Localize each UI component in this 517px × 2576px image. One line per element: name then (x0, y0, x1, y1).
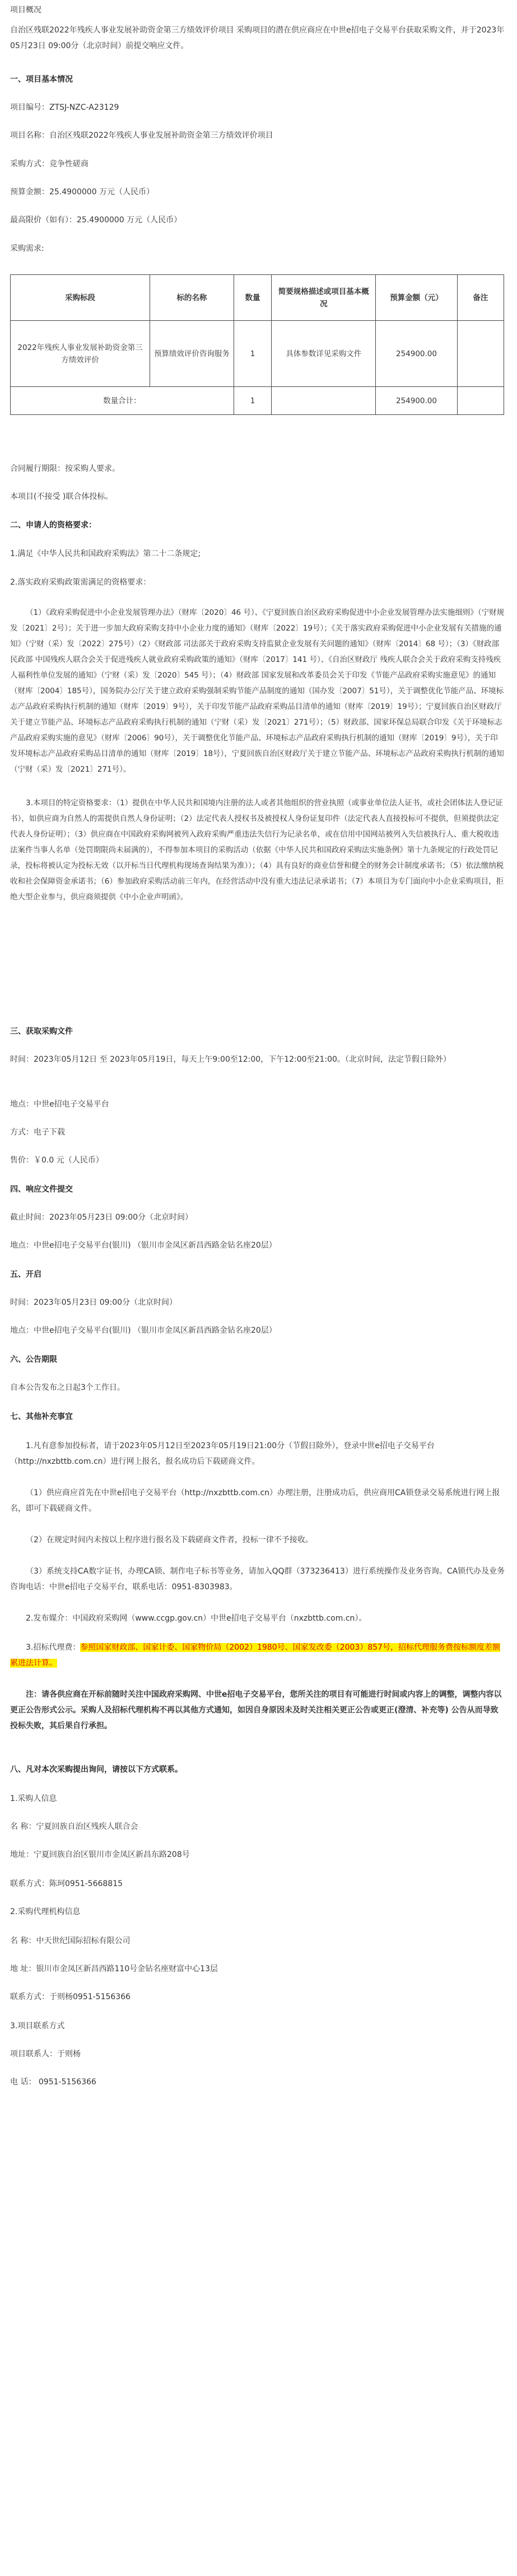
project-contact-heading: 3.项目联系方式 (10, 2022, 65, 2031)
cell-lot: 2022年残疾人事业发展补助资金第三方绩效评价 (11, 321, 150, 387)
procurement-method: 采购方式：竞争性磋商 (10, 160, 89, 169)
purchaser-contact: 联系方式：陈珂0951-5668815 (10, 1879, 123, 1888)
open-time: 时间：2023年05月23日 09:00分（北京时间） (10, 1298, 178, 1307)
obtain-way: 方式：电子下载 (10, 1128, 65, 1137)
notice-period: 自本公告发布之日起3个工作日。 (10, 1383, 125, 1392)
agency-fee-label: 3.招标代理费： (26, 1643, 81, 1652)
th-item: 标的名称 (150, 275, 234, 321)
supplement-1c: （3）系统支持CA数字证书，办理CA锁、制作电子标书等业务，请加入QQ群（373236413）进行系统操作及业务咨询。CA锁代办及业务咨询电话：中世e招电子交易平台，联系电话：0951-8303983。 (10, 1567, 505, 1592)
total-label: 数量合计： (11, 387, 234, 415)
project-contact-phone: 电 话： 0951-5156366 (10, 2078, 96, 2087)
section-6-title: 六、公告期限 (10, 1355, 57, 1364)
cell-spec: 具体参数详见采购文件 (272, 321, 376, 387)
total-amount: 254900.00 (376, 387, 457, 415)
cell-budget: 254900.00 (376, 321, 457, 387)
obtain-time: 时间：2023年05月12日 至 2023年05月19日，每天上午9:00至12:00，下午12:00至21:00。（北京时间，法定节假日除外） (10, 1055, 451, 1064)
th-lot: 采购标段 (11, 275, 150, 321)
submit-deadline: 截止时间：2023年05月23日 09:00分（北京时间） (10, 1213, 193, 1222)
project-contact-person: 项目联系人：于则杨 (10, 2050, 81, 2059)
agency-address: 地 址：银川市金凤区新昌西路110号金钻名座财富中心13层 (10, 1964, 218, 1973)
total-remark-empty (457, 387, 504, 415)
section-5-title: 五、开启 (10, 1270, 41, 1279)
obtain-price: 售价：￥0.0 元（人民币） (10, 1156, 104, 1165)
qualification-3: 3.本项目的特定资格要求：（1）提供在中华人民共和国境内注册的法人或者其他组织的营业执照（或事业单位法人证书，或社会团体法人登记证书），如供应商为自然人的需提供自然人身份证明；（2）法定代表人授权书及被授权人身份证复印件（法定代表人直接投标可不提供，但须提供法定代表人身份证明）；（3）供应商在中国政府采购网被列入政府采购严重违法失信行为记录名单，或在信用中国网站被列入失信被执行人、重大税收违法案件当事人名单（处罚期限尚未届满的），不得参加本项目的采购活动（依据《中华人民共和国政府采购法实施条例》第十九条规定的行政处罚记录，投标将被认定为投标无效（以开标当日代理机构现场查询结果为准））；（4）具有良好的商业信誉和健全的财务会计制度承诺书；（5）依法缴纳税收和社会保障资金承诺书；（6）参加政府采购活动前三年内，在经营活动中没有重大违法记录承诺书；（7）本项目为专门面向中小企业采购项目，拒绝大型企业参与，供应商须提供《中小企业声明函》。 (10, 799, 504, 902)
project-name: 项目名称：自治区残联2022年残疾人事业发展补助资金第三方绩效评价项目 (10, 131, 273, 140)
th-spec: 简要规格描述或项目基本概况 (272, 275, 376, 321)
agency-heading: 2.采购代理机构信息 (10, 1907, 81, 1916)
qualification-1: 1.满足《中华人民共和国政府采购法》第二十二条规定; (10, 549, 201, 558)
section-1-title: 一、项目基本情况 (10, 75, 73, 84)
section-8-title: 八、凡对本次采购提出询问，请按以下方式联系。 (10, 1765, 183, 1774)
section-7-title: 七、其他补充事宜 (10, 1412, 73, 1421)
consortium-note: 本项目(不接受 )联合体投标。 (10, 492, 113, 501)
needs-label: 采购需求: (10, 244, 44, 253)
total-qty: 1 (234, 387, 271, 415)
max-price: 最高限价（如有）：25.4900000 万元（人民币） (10, 216, 182, 225)
submit-place: 地点：中世e招电子交易平台(银川) （银川市金凤区新昌西路金钻名座20层） (10, 1241, 277, 1250)
cell-remark (457, 321, 504, 387)
supplement-3 (10, 1640, 505, 1671)
budget-amount: 预算金额：25.4900000 万元（人民币） (10, 188, 155, 197)
adjustment-notice: 注：请各供应商在开标前随时关注中国政府采购网、中世e招电子交易平台，您所关注的项目有可能进行时间或内容上的调整，调整内容以更正公告形式公示。采购人及招标代理机构不再以其他方式通知，如因自身原因未及时关注相关更正公告或更正(澄清、补充等) 公告从而导致投标失败，其后果自行承担。 (10, 1690, 502, 1730)
section-4-title: 四、响应文件提交 (10, 1185, 73, 1194)
cell-item: 预算绩效评价咨询服务 (150, 321, 234, 387)
overview-text: 自治区残联2022年残疾人事业发展补助资金第三方绩效评价项目 采购项目的潜在供应商应在中世e招电子交易平台获取采购文件，并于2023年05月23日 09:00分（北京时间）前提交响应文件。 (10, 26, 505, 50)
table-header-row (11, 275, 504, 321)
agency-fee-highlight: 参照国家财政部、国家计委、国家物价局（2002）1980号、国家发改委（2003）857号，招标代理服务费按标额度差额累进法计算。 (10, 1643, 500, 1668)
section-2-title: 二、申请人的资格要求： (10, 521, 96, 530)
th-budget: 预算金额（元） (376, 275, 457, 321)
purchaser-address: 地址：宁夏回族自治区银川市金凤区新昌东路208号 (10, 1850, 190, 1859)
purchaser-heading: 1.采购人信息 (10, 1794, 57, 1803)
contract-time: 合同履行期限：按采购人要求。 (10, 464, 120, 473)
th-remark: 备注 (457, 275, 504, 321)
obtain-place: 地点：中世e招电子交易平台 (10, 1100, 109, 1109)
supplement-1a: （1）供应商应首先在中世e招电子交易平台（http://nxzbttb.com.cn）办理注册，注册成功后，供应商用CA锁登录交易系统进行网上报名，即可下载磋商文件。 (10, 1488, 500, 1513)
total-spec-empty (272, 387, 376, 415)
table-row (11, 321, 504, 387)
procurement-table (10, 274, 504, 415)
open-place: 地点：中世e招电子交易平台(银川) （银川市金凤区新昌西路金钻名座20层） (10, 1326, 277, 1335)
overview-label: 项目概况 (10, 6, 41, 15)
supplement-1: 1.凡有意参加投标者，请于2023年05月12日至2023年05月19日21:00分（节假日除外），登录中世e招电子交易平台（http://nxzbttb.com.cn）进行网上报名，报名成功后下载磋商文件。 (10, 1441, 435, 1466)
qualification-2: 2.落实政府采购政策需满足的资格要求： (10, 578, 151, 587)
qualification-2-body: （1）《政府采购促进中小企业发展管理办法》（财库〔2020〕46 号）、《宁夏回族自治区政府采购促进中小企业发展管理办法实施细则》（宁财规发〔2021〕2号）；关于进一步加大政府采购支持中小企业力度的通知》（财库〔2022〕19号）；《关于落实政府采购促进中小企业发展有关措施的通知》（宁财（采）发〔2022〕275号）（2）《财政部 司法部关于政府采购支持监狱企业发展有关问题的通知》（财库〔2014〕68 号）；（3）《财政部 民政部 中国残疾人联合会关于促进残疾人就业政府采购政策的通知》（财库〔2017〕141 号）、《自治区财政厅 残疾人联合会关于政府采购支持残疾人福利性单位发展的通知》（宁财（采）发〔2020〕545 号）；（4）财政部 国家发展和改革委员会关于印发《节能产品政府采购实施意见》的通知（财库〔2004〕185号），国务院办公厅关于建立政府采购强制采购节能产品制度的通知（国办发〔2007〕51号），关于调整优化节能产品、环境标志产品政府采购执行机制的通知（财库〔2019〕9号），关于印发节能产品政府采购品目清单的通知（财库〔2019〕19号）；宁夏回族自治区财政厅关于建立节能产品、环境标志产品政府采购执行机制的通知（宁财（采）发〔2021〕271号）；（5）财政部、国家环保总局联合印发《关于环境标志产品政府采购实施的意见》（财库〔2006〕90号），关于调整优化节能产品、环境标志产品政府采购执行机制的通知（财库〔2019〕9号），关于印发环境标志产品政府采购品目清单的通知（财库〔2019〕18号），宁夏回族自治区财政厅关于建立节能产品、环境标志产品政府采购执行机制的通知（宁财（采）发〔2021〕271号）。 (10, 608, 505, 774)
project-number: 项目编号：ZTSJ-NZC-A23129 (10, 103, 119, 112)
agency-name: 名 称：中天世纪国际招标有限公司 (10, 1936, 131, 1945)
supplement-1b: （2）在规定时间内未按以上程序进行报名及下载磋商文件者，投标一律不予接收。 (26, 1536, 313, 1544)
th-qty: 数量 (234, 275, 271, 321)
table-total-row (11, 387, 504, 415)
section-3-title: 三、获取采购文件 (10, 1027, 73, 1036)
cell-qty: 1 (234, 321, 271, 387)
agency-contact: 联系方式：于则杨0951-5156366 (10, 1992, 131, 2001)
purchaser-name: 名 称：宁夏回族自治区残疾人联合会 (10, 1822, 138, 1831)
supplement-2: 2.发布媒介：中国政府采购网（www.ccgp.gov.cn）中世e招电子交易平台（nxzbttb.com.cn）。 (26, 1614, 367, 1623)
